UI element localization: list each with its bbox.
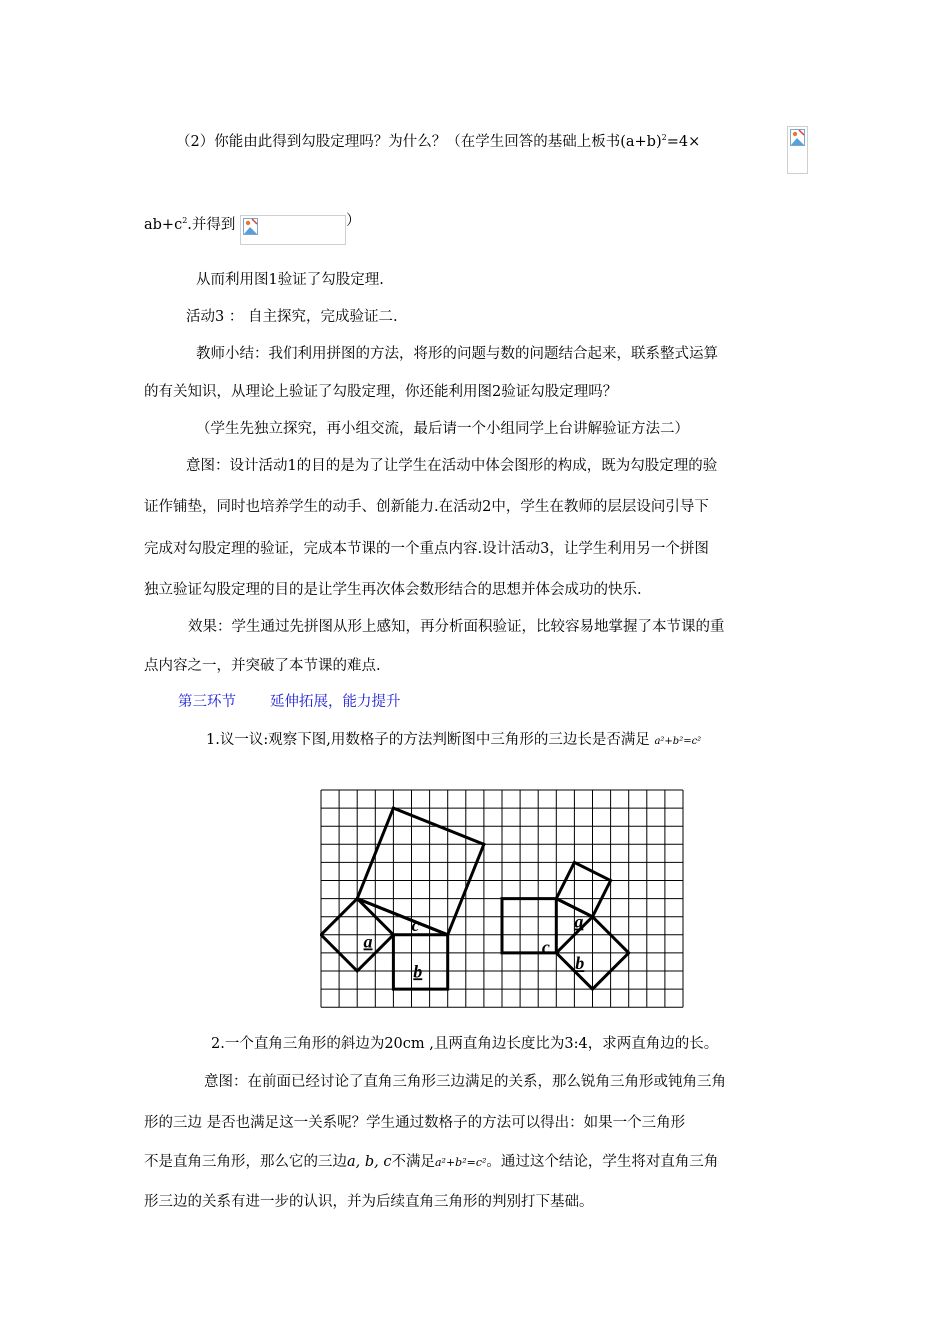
label-c-left: c [411, 915, 420, 936]
question-1: 1.议一议:观察下图,用数格子的方法判断图中三角形的三边长是否满足 a²+b²=c² [206, 732, 702, 748]
square-a-right [556, 862, 610, 916]
paragraph-student-explore: （学生先独立探究，再小组交流，最后请一个小组同学上台讲解验证方法二） [196, 421, 689, 437]
section-title: 延伸拓展，能力提升 [270, 694, 401, 710]
paragraph-theorem-question: （2）你能由此得到勾股定理吗？为什么？（在学生回答的基础上板书$(a+b)^2=4\times$ [176, 133, 701, 150]
triangle-sides: a, b, c [347, 1154, 392, 1170]
intent-line-1: 意图：设计活动1的目的是为了让学生在活动中体会图形的构成，既为勾股定理的验 [186, 458, 718, 474]
effect-line-1: 效果：学生通过先拼图从形上感知，再分析面积验证，比较容易地掌握了本节课的重 [188, 619, 725, 635]
effect-line-2: 点内容之一，并突破了本节课的难点. [144, 658, 381, 674]
formula-pythagorean-2: a²+b²=c² [434, 1156, 487, 1169]
intent-line-2: 证作铺垫，同时也培养学生的动手、创新能力.在活动2中，学生在教师的层层设问引导下 [144, 499, 709, 515]
formula-pythagorean: a²+b²=c² [654, 736, 702, 747]
intent2-line-3: 不是直角三角形，那么它的三边a, b, c不满足a²+b²=c²。通过这个结论，学生将对直角三角 [144, 1154, 719, 1170]
label-c-right: c [541, 936, 550, 957]
label-a-right: a [574, 911, 584, 932]
paragraph-verified: 从而利用图1验证了勾股定理. [196, 272, 384, 288]
label-b-right: b [575, 953, 585, 974]
paragraph-theorem-question-cont: $ab+c^2$.并得到 [144, 216, 236, 233]
section-heading [178, 692, 401, 712]
closing-paren: ） [346, 213, 361, 229]
formula-image-placeholder-2 [240, 215, 346, 245]
intent-line-4: 独立验证勾股定理的目的是让学生再次体会数形结合的思想并体会成功的快乐. [144, 582, 642, 598]
intent-line-3: 完成对勾股定理的验证，完成本节课的一个重点内容.设计活动3，让学生利用另一个拼图 [144, 541, 709, 557]
label-b-left: b [413, 961, 423, 982]
section-label: 第三环节 [178, 694, 236, 710]
formula-image-placeholder [787, 126, 808, 174]
question-2: 2.一个直角三角形的斜边为20cm ,且两直角边长度比为3:4，求两直角边的长。 [211, 1036, 719, 1052]
teacher-summary-line-1: 教师小结：我们利用拼图的方法，将形的问题与数的问题结合起来，联系整式运算 [196, 346, 718, 362]
broken-image-icon [243, 218, 258, 235]
teacher-summary-line-2: 的有关知识，从理论上验证了勾股定理，你还能利用图2验证勾股定理吗？ [144, 384, 618, 400]
intent2-line-2: 形的三边 是否也满足这一关系呢？学生通过数格子的方法可以得出：如果一个三角形 [144, 1115, 686, 1131]
paragraph-activity-3: 活动3 ： 自主探究，完成验证二. [186, 309, 398, 325]
intent2-line-4: 形三边的关系有进一步的认识，并为后续直角三角形的判别打下基础。 [144, 1194, 594, 1210]
label-a-left: a [363, 931, 373, 952]
grid-figure [320, 789, 687, 1008]
intent2-line-1: 意图：在前面已经讨论了直角三角形三边满足的关系，那么锐角三角形或钝角三角 [204, 1074, 726, 1090]
broken-image-icon [790, 129, 805, 146]
